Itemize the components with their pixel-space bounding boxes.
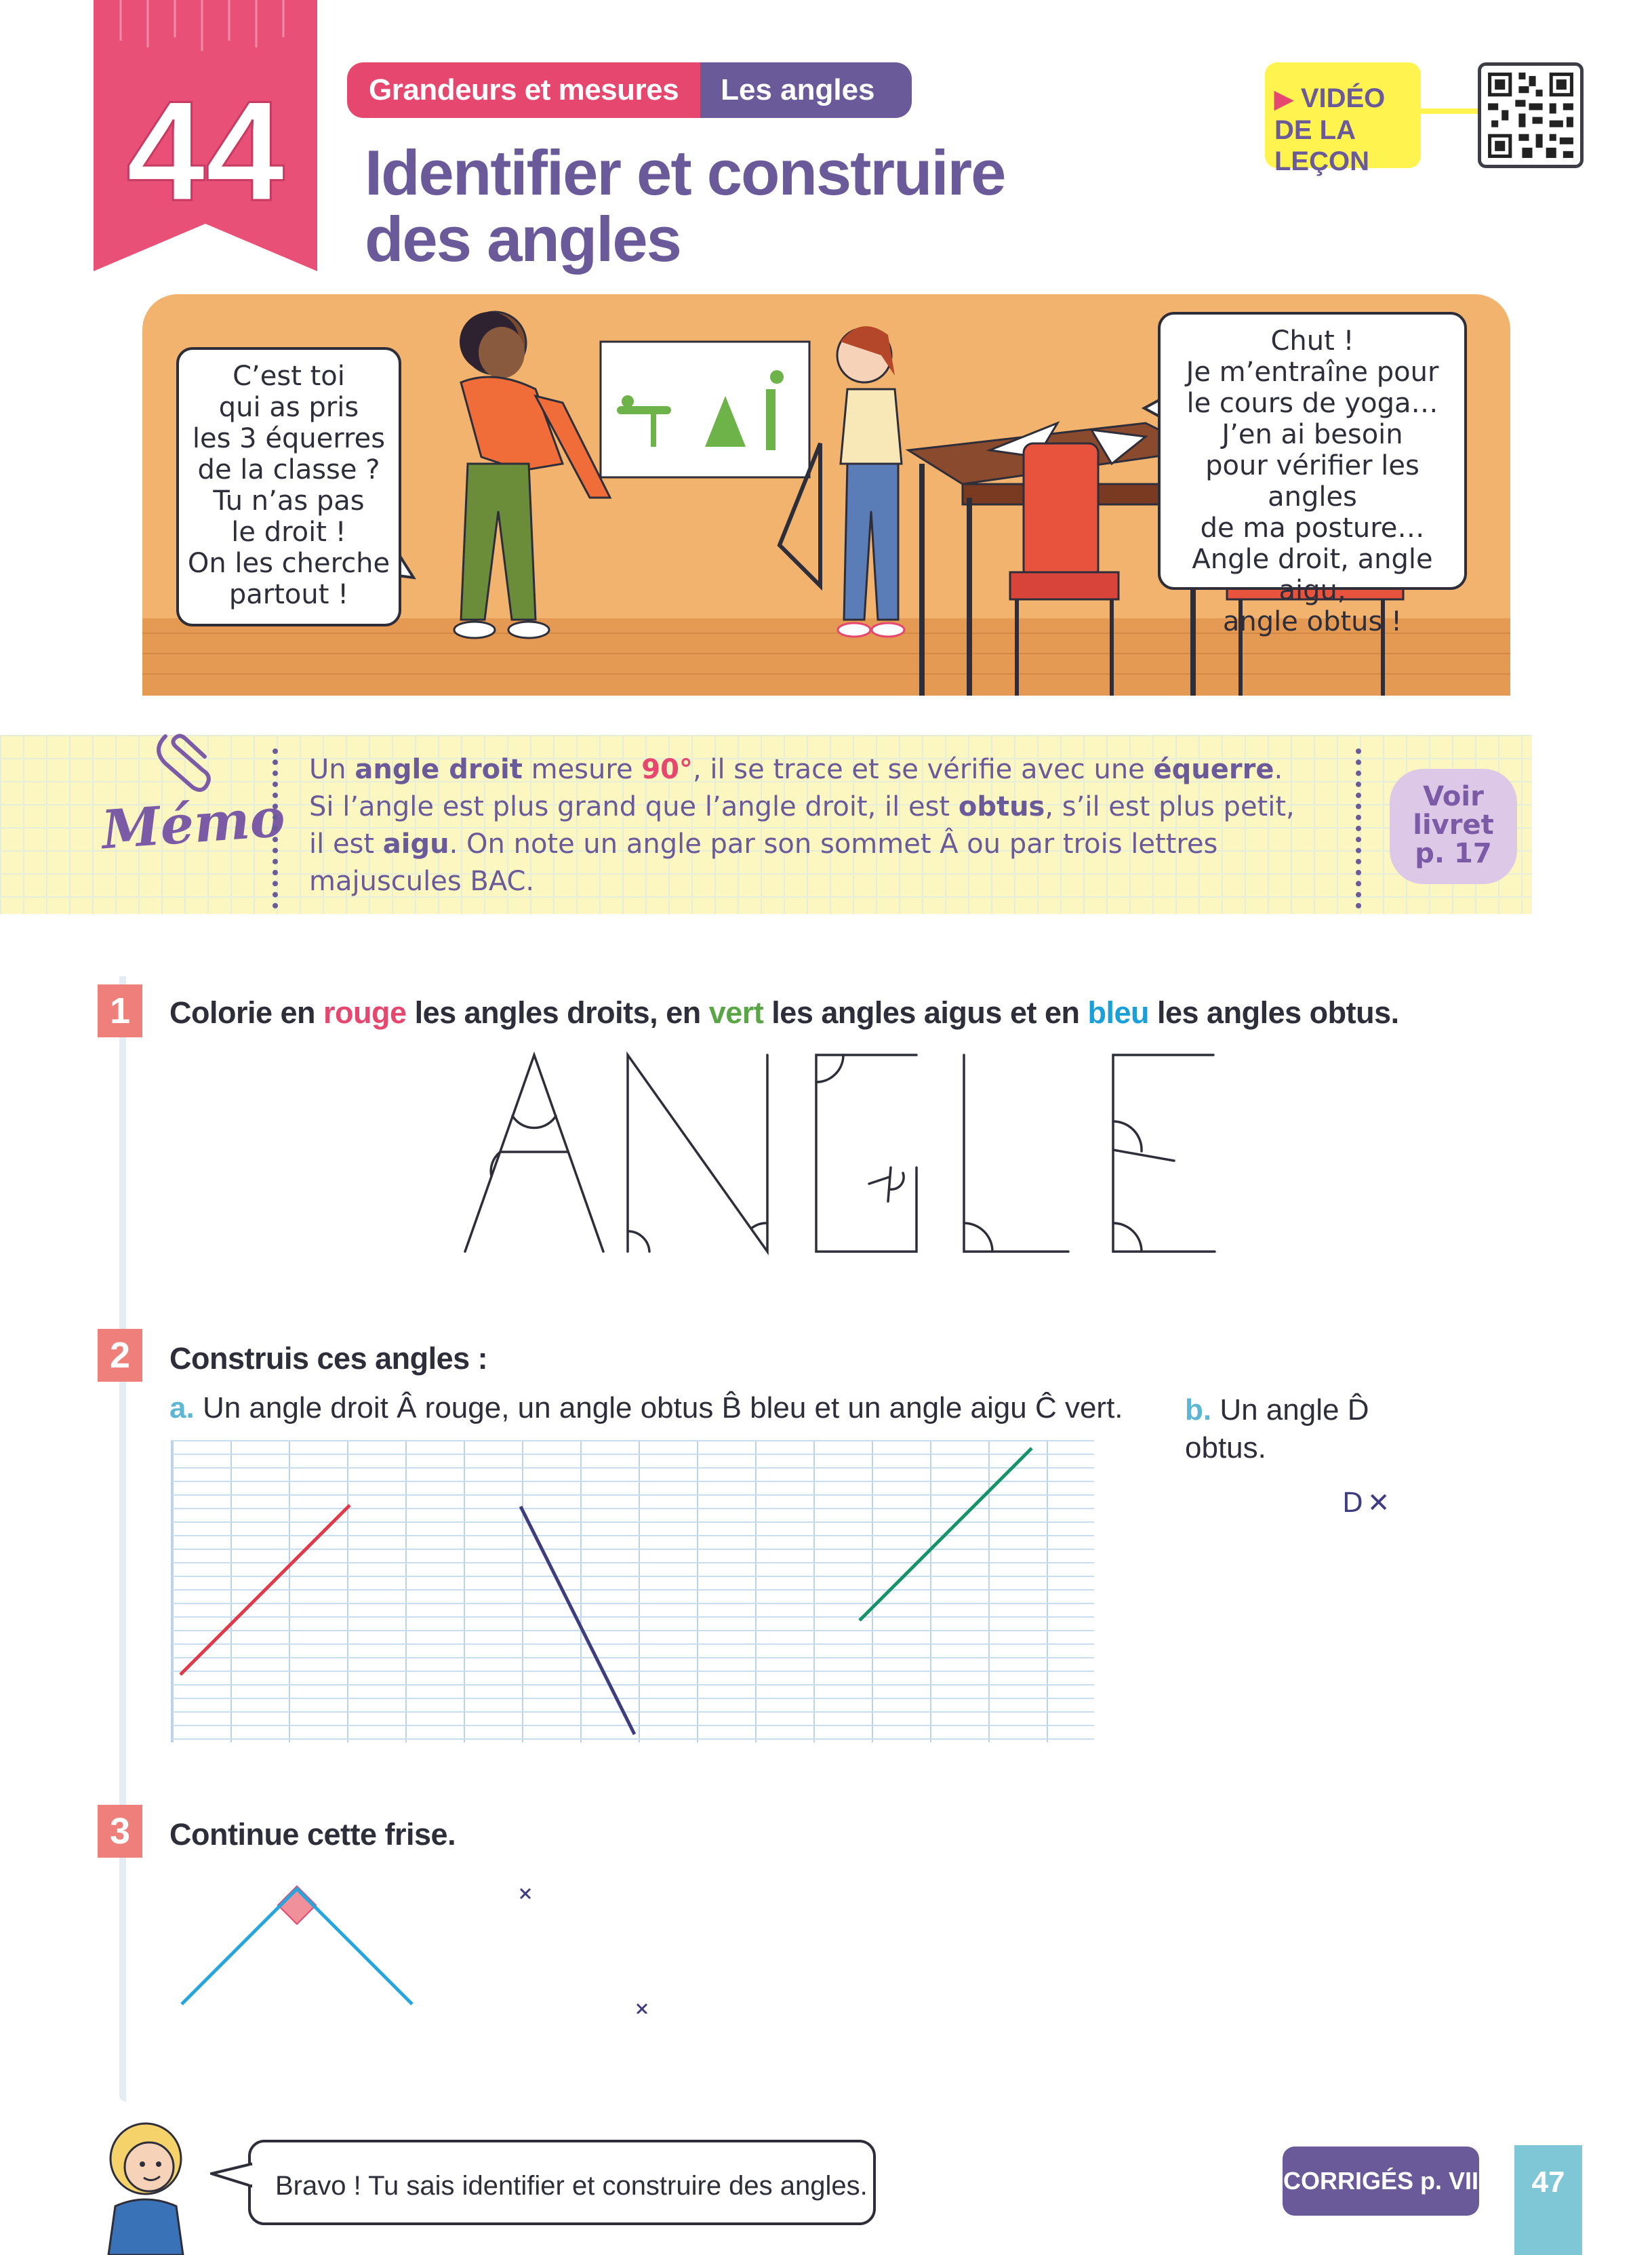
page-number: 47: [1514, 2145, 1582, 2255]
memo-line-4: majuscules BAC.: [309, 866, 535, 897]
memo-line-2: Si l’angle est plus grand que l’angle droit, il est obtus, s’il est plus petit,: [309, 791, 1295, 822]
bubble-line: partout !: [228, 579, 349, 610]
exercise-3-title: Continue cette frise.: [169, 1817, 456, 1852]
memo-divider-left: [273, 749, 286, 909]
play-icon: ▶: [1274, 85, 1293, 113]
qr-code-icon[interactable]: [1478, 62, 1584, 168]
bubble-line: Tu n’as pas: [213, 485, 365, 517]
point-d-label: D ✕: [1342, 1488, 1390, 1519]
bubble-line: J’en ai besoin: [1222, 419, 1403, 450]
exercise-2-number: 2: [98, 1329, 142, 1382]
breadcrumb: [347, 62, 912, 118]
see-booklet-line: Voir: [1423, 781, 1484, 812]
cross-mark-icon: ✕: [1367, 1488, 1390, 1519]
exercise-2-title: Construis ces angles :: [169, 1341, 488, 1376]
page-title-line1: Identifier et construire: [365, 137, 1005, 208]
congrats-bubble: [248, 2140, 876, 2225]
paperclip-icon: [145, 723, 213, 797]
bubble-line: angle obtus !: [1222, 606, 1403, 637]
lesson-number-ribbon: [94, 0, 317, 271]
bubble-line: de ma posture…: [1200, 513, 1425, 544]
boy-speech-bubble: [176, 347, 401, 626]
memo-label: Mémo: [100, 786, 287, 862]
right-angle-marker: [278, 1886, 316, 1924]
qr-connector: [1421, 108, 1478, 114]
mascot-avatar: [95, 2118, 197, 2255]
bubble-line: Chut !: [1270, 325, 1354, 357]
bubble-line: C’est toi: [233, 361, 345, 392]
green-segment: [860, 1448, 1032, 1620]
lesson-number: 44: [126, 71, 285, 231]
bubble-line: On les cherche: [187, 548, 390, 579]
video-lesson-button[interactable]: [1265, 62, 1421, 176]
cross-mark-icon: [521, 1889, 530, 1898]
page-title-line2: des angles: [365, 203, 681, 275]
bubble-line: qui as pris: [218, 392, 359, 423]
red-segment: [180, 1505, 350, 1675]
corriges-link[interactable]: CORRIGÉS p. VII: [1283, 2147, 1479, 2216]
bubble-line: Angle droit, angle aigu,: [1192, 544, 1433, 606]
bubble-tail: [210, 2161, 252, 2189]
bubble-line: le cours de yoga…: [1186, 388, 1438, 419]
bubble-line: les 3 équerres: [192, 423, 386, 454]
exercise-1-instruction: Colorie en rouge les angles droits, en vert les angles aigus et en bleu les angles obtus.: [169, 995, 1399, 1030]
angle-word-figure: [458, 1048, 1231, 1258]
breadcrumb-topic[interactable]: Les angles: [700, 62, 911, 118]
page-title: [365, 137, 1178, 275]
girl-speech-bubble: [1158, 312, 1467, 637]
memo-line-1: Un angle droit mesure 90°, il se trace et se vérifie avec une équerre.: [309, 754, 1283, 785]
exercise-2a-instruction: a. Un angle droit Â rouge, un angle obtus B̂ bleu et un angle aigu Ĉ vert.: [169, 1391, 1123, 1424]
blue-segment: [521, 1506, 634, 1734]
exercise-2a-segments: [171, 1440, 1093, 1742]
breadcrumb-domain[interactable]: Grandeurs et mesures: [347, 62, 700, 118]
see-booklet-line: p. 17: [1415, 838, 1492, 869]
exercise-side-bar: [119, 976, 126, 2102]
memo-text: [309, 751, 1367, 900]
bubble-line: le droit !: [231, 517, 346, 548]
cross-mark-icon: [637, 2004, 647, 2014]
bubble-line: pour vérifier les angles: [1205, 450, 1419, 513]
exercise-3-frieze[interactable]: [171, 1878, 672, 2014]
bubble-line: Je m’entraîne pour: [1186, 357, 1439, 388]
exercise-2b-instruction: b. Un angle D̂ obtus.: [1185, 1393, 1369, 1464]
video-label-1: VIDÉO: [1300, 83, 1386, 113]
video-label-2: DE LA LEÇON: [1274, 115, 1369, 176]
memo-line-3: il est aigu. On note un angle par son sommet Â ou par trois lettres: [309, 829, 1218, 860]
see-booklet-line: livret: [1413, 810, 1494, 841]
exercise-1-number: 1: [98, 984, 142, 1037]
bubble-line: de la classe ?: [197, 454, 380, 485]
see-booklet-badge[interactable]: [1390, 769, 1517, 884]
exercise-3-number: 3: [98, 1805, 142, 1858]
congrats-text: Bravo ! Tu sais identifier et construire des angles.: [275, 2171, 868, 2201]
